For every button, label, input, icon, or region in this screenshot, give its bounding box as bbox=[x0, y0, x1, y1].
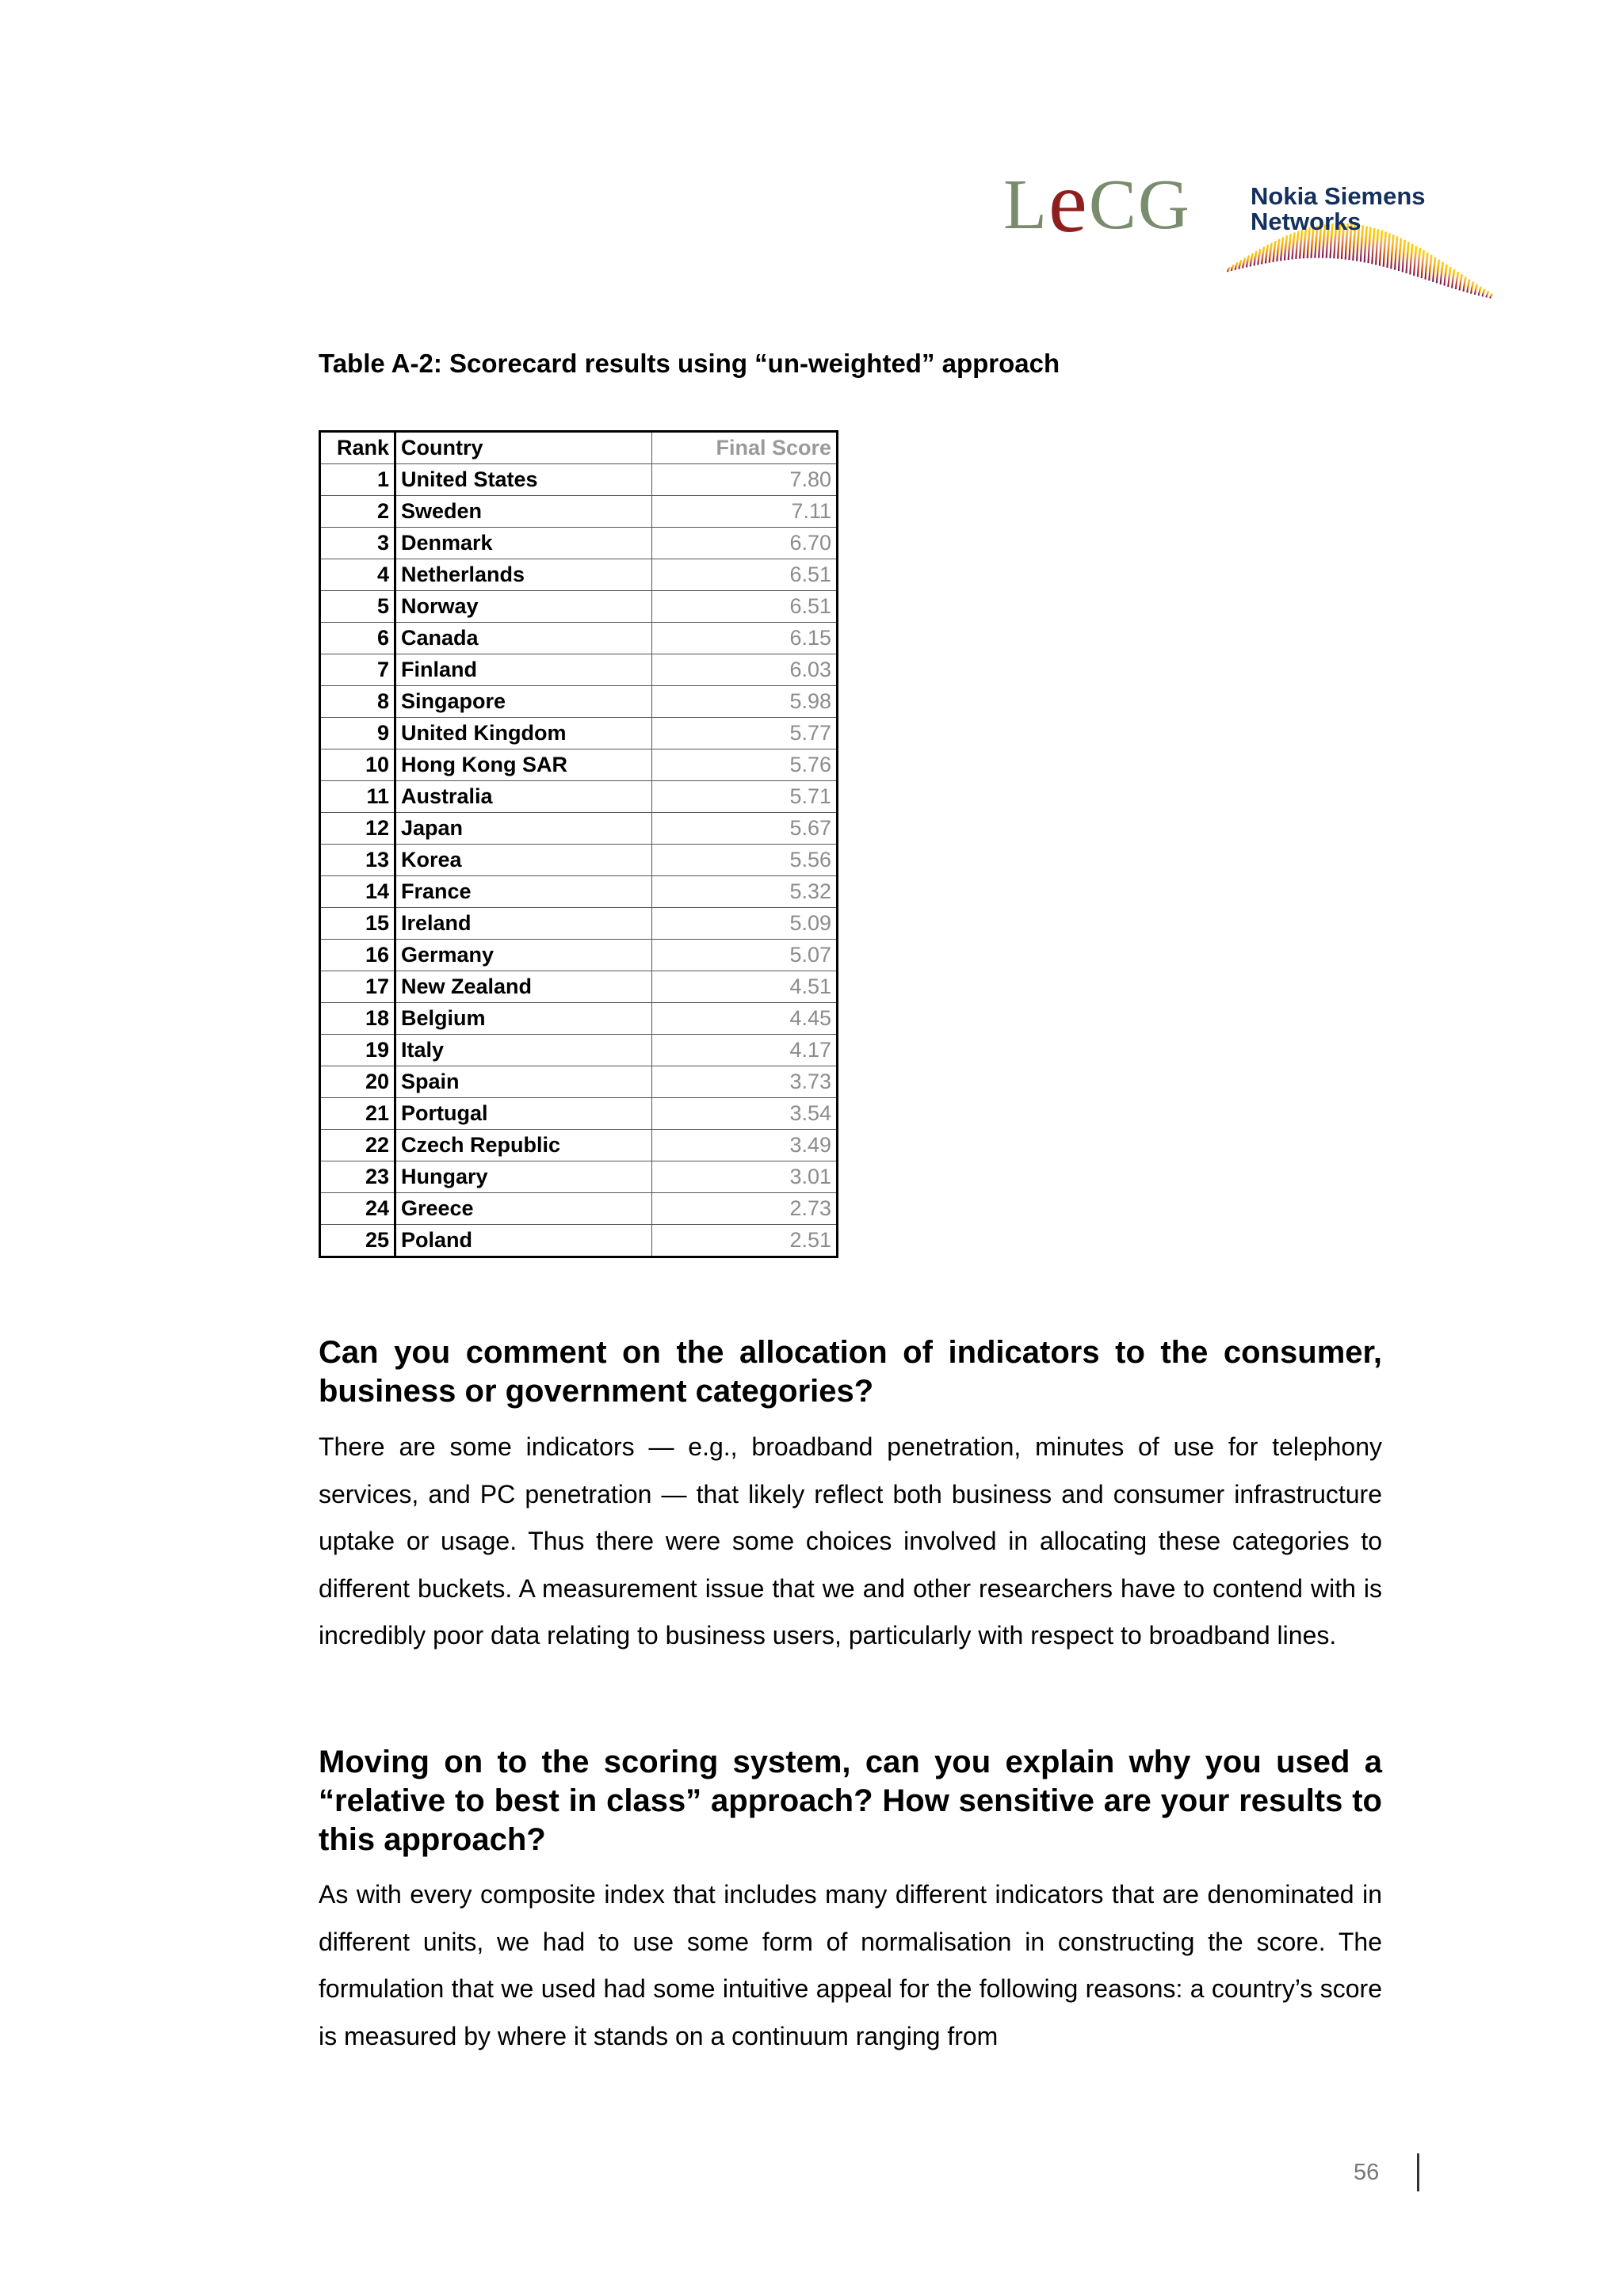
table-row bbox=[320, 623, 838, 654]
country-cell: Belgium bbox=[395, 1003, 652, 1035]
rank-cell: 23 bbox=[320, 1161, 395, 1193]
country-cell: Germany bbox=[395, 940, 652, 971]
lecg-logo: LeCG bbox=[1003, 154, 1191, 250]
country-cell: Italy bbox=[395, 1035, 652, 1066]
table-row bbox=[320, 1066, 838, 1098]
country-cell: Denmark bbox=[395, 528, 652, 559]
table-row bbox=[320, 908, 838, 940]
country-cell: Portugal bbox=[395, 1098, 652, 1130]
rank-cell: 6 bbox=[320, 623, 395, 654]
table-caption: Table A-2: Scorecard results using “un-weighted” approach bbox=[319, 349, 1060, 378]
country-cell: United Kingdom bbox=[395, 718, 652, 749]
final-score-cell: 5.98 bbox=[652, 686, 838, 718]
column-header-final-score: Final Score bbox=[652, 432, 838, 464]
rank-cell: 17 bbox=[320, 971, 395, 1003]
table-row bbox=[320, 464, 838, 496]
country-cell: Canada bbox=[395, 623, 652, 654]
column-header-country: Country bbox=[395, 432, 652, 464]
final-score-cell: 5.09 bbox=[652, 908, 838, 940]
table-row bbox=[320, 781, 838, 813]
column-header-rank: Rank bbox=[320, 432, 395, 464]
final-score-cell: 7.80 bbox=[652, 464, 838, 496]
table-row bbox=[320, 559, 838, 591]
country-cell: Singapore bbox=[395, 686, 652, 718]
country-cell: Japan bbox=[395, 813, 652, 845]
final-score-cell: 3.73 bbox=[652, 1066, 838, 1098]
rank-cell: 21 bbox=[320, 1098, 395, 1130]
country-cell: Poland bbox=[395, 1225, 652, 1257]
country-cell: Netherlands bbox=[395, 559, 652, 591]
final-score-cell: 4.45 bbox=[652, 1003, 838, 1035]
rank-cell: 1 bbox=[320, 464, 395, 496]
rank-cell: 22 bbox=[320, 1130, 395, 1161]
table-row bbox=[320, 1225, 838, 1257]
table-row bbox=[320, 654, 838, 686]
section-body-indicator-allocation: There are some indicators — e.g., broadband penetration, minutes of use for telephony services, and PC penetration — that likely reflect both business and consumer infrastructure uptake or usage. Thus there were some choices involved in allocating these categories to different buckets. A measurement issue that we and other researchers have to contend with is incredibly poor data relating to business users, particularly with respect to broadband lines. bbox=[319, 1432, 1382, 1650]
table-row bbox=[320, 1003, 838, 1035]
country-cell: Hong Kong SAR bbox=[395, 749, 652, 781]
table-row bbox=[320, 749, 838, 781]
scorecard-table bbox=[319, 430, 838, 1258]
country-cell: New Zealand bbox=[395, 971, 652, 1003]
country-cell: Hungary bbox=[395, 1161, 652, 1193]
country-cell: Norway bbox=[395, 591, 652, 623]
final-score-cell: 6.70 bbox=[652, 528, 838, 559]
rank-cell: 7 bbox=[320, 654, 395, 686]
country-cell: Finland bbox=[395, 654, 652, 686]
rank-cell: 16 bbox=[320, 940, 395, 971]
final-score-cell: 4.51 bbox=[652, 971, 838, 1003]
table-row bbox=[320, 528, 838, 559]
table-row bbox=[320, 718, 838, 749]
country-cell: Australia bbox=[395, 781, 652, 813]
table-row bbox=[320, 845, 838, 876]
rank-cell: 14 bbox=[320, 876, 395, 908]
country-cell: United States bbox=[395, 464, 652, 496]
table-row bbox=[320, 1161, 838, 1193]
final-score-cell: 5.77 bbox=[652, 718, 838, 749]
country-cell: Czech Republic bbox=[395, 1130, 652, 1161]
rank-cell: 11 bbox=[320, 781, 395, 813]
country-cell: Ireland bbox=[395, 908, 652, 940]
section-heading-indicator-allocation: Can you comment on the allocation of indicators to the consumer, business or government categories? bbox=[319, 1335, 1382, 1409]
rank-cell: 20 bbox=[320, 1066, 395, 1098]
rank-cell: 9 bbox=[320, 718, 395, 749]
final-score-cell: 6.51 bbox=[652, 591, 838, 623]
final-score-cell: 6.15 bbox=[652, 623, 838, 654]
table-row bbox=[320, 1193, 838, 1225]
final-score-cell: 7.11 bbox=[652, 496, 838, 528]
final-score-cell: 5.07 bbox=[652, 940, 838, 971]
table-row bbox=[320, 940, 838, 971]
rank-cell: 25 bbox=[320, 1225, 395, 1257]
final-score-cell: 5.67 bbox=[652, 813, 838, 845]
section-body-scoring-system: As with every composite index that includes many different indicators that are denominated in different units, we had to use some form of normalisation in constructing the score. The formulation that we used had some intuitive appeal for the following reasons: a country’s score is measured by where it stands on a continuum ranging from bbox=[319, 1880, 1382, 2050]
rank-cell: 19 bbox=[320, 1035, 395, 1066]
final-score-cell: 2.73 bbox=[652, 1193, 838, 1225]
table-row bbox=[320, 591, 838, 623]
rank-cell: 24 bbox=[320, 1193, 395, 1225]
rank-cell: 5 bbox=[320, 591, 395, 623]
rank-cell: 12 bbox=[320, 813, 395, 845]
table-row bbox=[320, 1098, 838, 1130]
country-cell: Korea bbox=[395, 845, 652, 876]
table-row bbox=[320, 813, 838, 845]
final-score-cell: 4.17 bbox=[652, 1035, 838, 1066]
nokia-siemens-networks-wordmark: Nokia Siemens Networks bbox=[1251, 182, 1426, 235]
final-score-cell: 6.03 bbox=[652, 654, 838, 686]
rank-cell: 13 bbox=[320, 845, 395, 876]
rank-cell: 3 bbox=[320, 528, 395, 559]
final-score-cell: 3.01 bbox=[652, 1161, 838, 1193]
table-row bbox=[320, 496, 838, 528]
final-score-cell: 3.54 bbox=[652, 1098, 838, 1130]
rank-cell: 8 bbox=[320, 686, 395, 718]
country-cell: Greece bbox=[395, 1193, 652, 1225]
final-score-cell: 2.51 bbox=[652, 1225, 838, 1257]
table-row bbox=[320, 971, 838, 1003]
table-row bbox=[320, 876, 838, 908]
country-cell: Spain bbox=[395, 1066, 652, 1098]
final-score-cell: 5.76 bbox=[652, 749, 838, 781]
rank-cell: 2 bbox=[320, 496, 395, 528]
rank-cell: 10 bbox=[320, 749, 395, 781]
table-header-row bbox=[320, 432, 838, 464]
final-score-cell: 5.56 bbox=[652, 845, 838, 876]
country-cell: Sweden bbox=[395, 496, 652, 528]
table-row bbox=[320, 1130, 838, 1161]
section-heading-scoring-system: Moving on to the scoring system, can you explain why you used a “relative to best in class” approach? How sensitive are your results to this approach? bbox=[319, 1745, 1382, 1857]
country-cell: France bbox=[395, 876, 652, 908]
final-score-cell: 5.71 bbox=[652, 781, 838, 813]
rank-cell: 4 bbox=[320, 559, 395, 591]
final-score-cell: 3.49 bbox=[652, 1130, 838, 1161]
rank-cell: 15 bbox=[320, 908, 395, 940]
rank-cell: 18 bbox=[320, 1003, 395, 1035]
final-score-cell: 5.32 bbox=[652, 876, 838, 908]
final-score-cell: 6.51 bbox=[652, 559, 838, 591]
page-number-divider bbox=[1417, 2153, 1419, 2191]
table-row bbox=[320, 1035, 838, 1066]
page-number: 56 bbox=[1354, 2160, 1380, 2185]
table-row bbox=[320, 686, 838, 718]
